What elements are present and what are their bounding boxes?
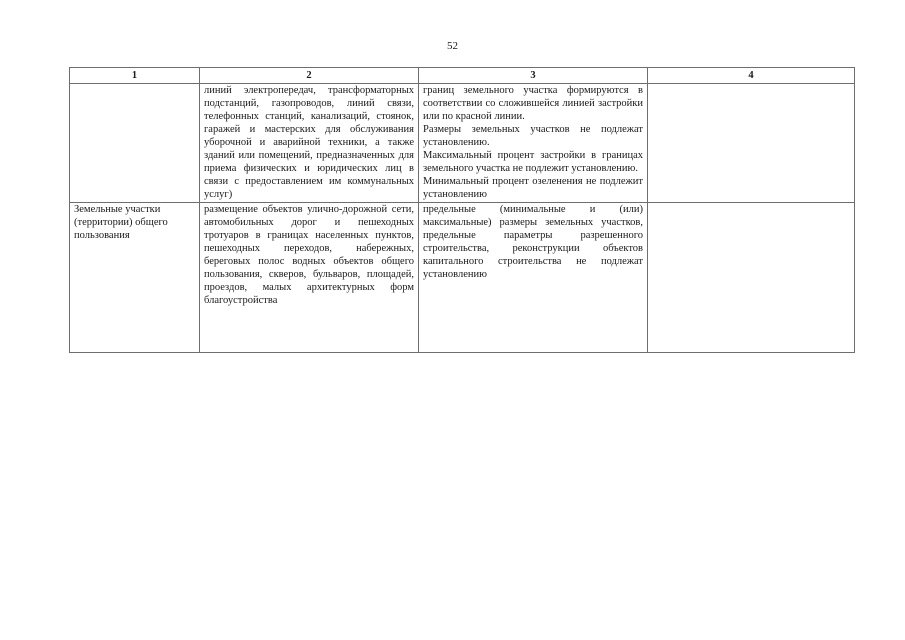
row-2-col-3 bbox=[419, 203, 648, 353]
row-1-col-3-para-2: Размеры земельных участков не подлежат установлению. bbox=[423, 124, 643, 148]
row-1-col-1 bbox=[70, 84, 200, 203]
row-1-col-3-para-1: границ земельного участка формируются в соответствии со сложившейся линией застройки или по красной линии. bbox=[423, 85, 643, 122]
row-1-col-4 bbox=[648, 84, 855, 203]
header-col-1: 1 bbox=[70, 68, 200, 84]
row-2-col-4 bbox=[648, 203, 855, 353]
table-row bbox=[70, 203, 855, 353]
page-number: 52 bbox=[447, 40, 458, 52]
table-row bbox=[70, 84, 855, 203]
row-2-col-3-para-1: предельные (минимальные и (или) максимальные) размеры земельных участков, предельные параметры разрешенного строительства, реконструкции объектов капитального строительства не подлежат установлению bbox=[423, 204, 643, 280]
row-1-col-3 bbox=[419, 84, 648, 203]
row-1-col-2: линий электропередач, трансформаторных подстанций, газопроводов, линий связи, телефонных станций, канализаций, стоянок, гаражей и мастерских для обслуживания уборочной и аварийной техники, а также зданий или помещений, предназначенных для приема физических и юридических лиц в связи с предоставлением им коммунальных услуг) bbox=[200, 84, 419, 203]
zoning-table bbox=[69, 67, 855, 353]
header-col-4: 4 bbox=[648, 68, 855, 84]
row-1-col-3-para-3: Максимальный процент застройки в границах земельного участка не подлежит установлению. bbox=[423, 150, 643, 174]
header-col-2: 2 bbox=[200, 68, 419, 84]
row-1-col-3-para-4: Минимальный процент озеленения не подлежит установлению bbox=[423, 176, 643, 200]
table-header-row bbox=[70, 68, 855, 84]
row-2-col-1: Земельные участки (территории) общего пользования bbox=[70, 203, 200, 353]
row-2-col-2: размещение объектов улично-дорожной сети, автомобильных дорог и пешеходных тротуаров в границах населенных пунктов, пешеходных переходов, набережных, береговых полос водных объектов общего пользования, скверов, бульваров, площадей, проездов, малых архитектурных форм благоустройства bbox=[200, 203, 419, 353]
header-col-3: 3 bbox=[419, 68, 648, 84]
